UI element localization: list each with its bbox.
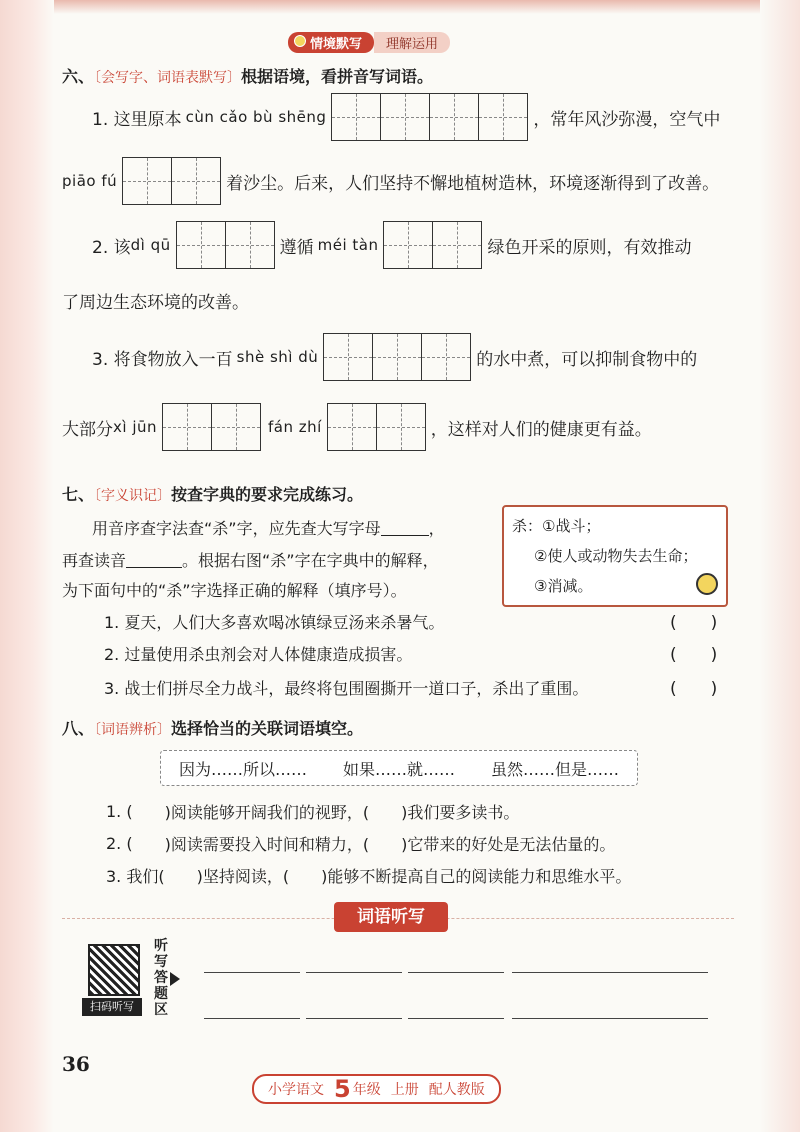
page-edge-top [0,0,800,14]
pinyin: méi tàn [317,236,379,254]
s7-item-2: 2. 过量使用杀虫剂会对人体健康造成损害。 [104,645,413,664]
pinyin: piāo fú [62,172,118,190]
dictation-line[interactable] [512,1018,708,1019]
arrow-right-icon [170,972,180,986]
qr-label: 扫码听写 [82,998,142,1016]
dictation-line[interactable] [306,972,402,973]
s7-para-line1: 用音序查字法查“杀”字，应先查大写字母 ， [92,519,445,538]
answer-blank[interactable] [381,519,429,536]
answer-paren[interactable]: ( ) [670,645,718,665]
pinyin: xì jūn [113,418,157,436]
s7-para-line2: 再查读音 。根据右图“杀”字在字典中的解释， [62,551,439,570]
pinyin: cùn cǎo bù shēng [185,108,327,126]
pinyin: fán zhí [268,418,322,436]
dictation-line[interactable] [408,1018,504,1019]
s6-q3-line1: 3. 将食物放入一百 shè shì dù 的水中煮，可以抑制食物中的 [92,334,697,380]
s6-q1-line2: piāo fú 着沙尘。后来，人们坚持不懈地植树造林，环境逐渐得到了改善。 [62,158,719,204]
pinyin: dì qū [130,236,171,254]
word-bank-item: 如果……就…… [342,759,455,779]
word-bank-item: 因为……所以…… [178,759,307,779]
flower-icon [294,35,306,47]
s8-q3: 3. 我们( )坚持阅读，( )能够不断提高自己的阅读能力和思维水平。 [106,867,632,886]
dictionary-entry-box: 杀：①战斗； ②使人或动物失去生命； ③消减。 [502,505,728,607]
section-6-title: 六、〔会写字、词语表默写〕根据语境，看拼音写词语。 [62,67,434,86]
answer-grid-2[interactable] [162,403,261,451]
answer-grid-2[interactable] [176,221,275,269]
pinyin: shè shì dù [236,348,319,366]
s6-q2-line1: 2. 该 dì qū 遵循 méi tàn 绿色开采的原则，有效推动 [92,222,691,268]
s8-q2: 2. ( )阅读需要投入时间和精力，( )它带来的好处是无法估量的。 [106,834,616,854]
answer-grid-2[interactable] [327,403,426,451]
dictation-line[interactable] [204,1018,300,1019]
page-edge-right [760,0,800,1132]
s6-q3-line2: 大部分 xì jūn fán zhí ，这样对人们的健康更有益。 [62,404,652,450]
answer-paren[interactable]: ( ) [670,679,718,699]
magnifier-icon [696,573,718,595]
word-bank-item: 虽然……但是…… [490,759,619,779]
answer-grid-2[interactable] [122,157,221,205]
section-7-title: 七、〔字义识记〕按查字典的要求完成练习。 [62,485,364,504]
answer-grid-4[interactable] [331,93,528,141]
section-8-title: 八、〔词语辨析〕选择恰当的关联词语填空。 [62,719,364,738]
qr-code-icon[interactable] [88,944,140,996]
s7-para-line3: 为下面句中的“杀”字选择正确的解释（填序号）。 [62,581,407,600]
page-edge-left [0,0,54,1132]
answer-grid-2[interactable] [383,221,482,269]
dictation-line[interactable] [512,972,708,973]
dictation-line[interactable] [204,972,300,973]
dictation-vertical-label: 听写答题区 [154,938,168,1018]
section-header [288,32,450,52]
book-footer: 小学语文 5 年级 上册 配人教版 [252,1074,501,1104]
s8-q1: 1. ( )阅读能够开阔我们的视野，( )我们要多读书。 [106,802,520,822]
s6-q2-line2: 了周边生态环境的改善。 [62,292,249,313]
dictation-banner: 词语听写 [334,902,448,932]
dictation-line[interactable] [306,1018,402,1019]
s6-q1-line1: 1. 这里原本 cùn cǎo bù shēng ，常年风沙弥漫，空气中 [92,94,720,140]
header-pill: 情境默写 [288,32,374,53]
answer-grid-3[interactable] [323,333,471,381]
page-number: 36 [62,1052,90,1076]
header-tail: 理解运用 [374,32,450,53]
dictation-line[interactable] [408,972,504,973]
s7-item-3: 3. 战士们拼尽全力战斗，最终将包围圈撕开一道口子，杀出了重围。 [104,679,589,698]
answer-blank[interactable] [126,551,182,568]
answer-paren[interactable]: ( ) [670,613,718,633]
s7-item-1: 1. 夏天，人们大多喜欢喝冰镇绿豆汤来杀暑气。 [104,613,445,632]
word-bank [160,750,638,786]
